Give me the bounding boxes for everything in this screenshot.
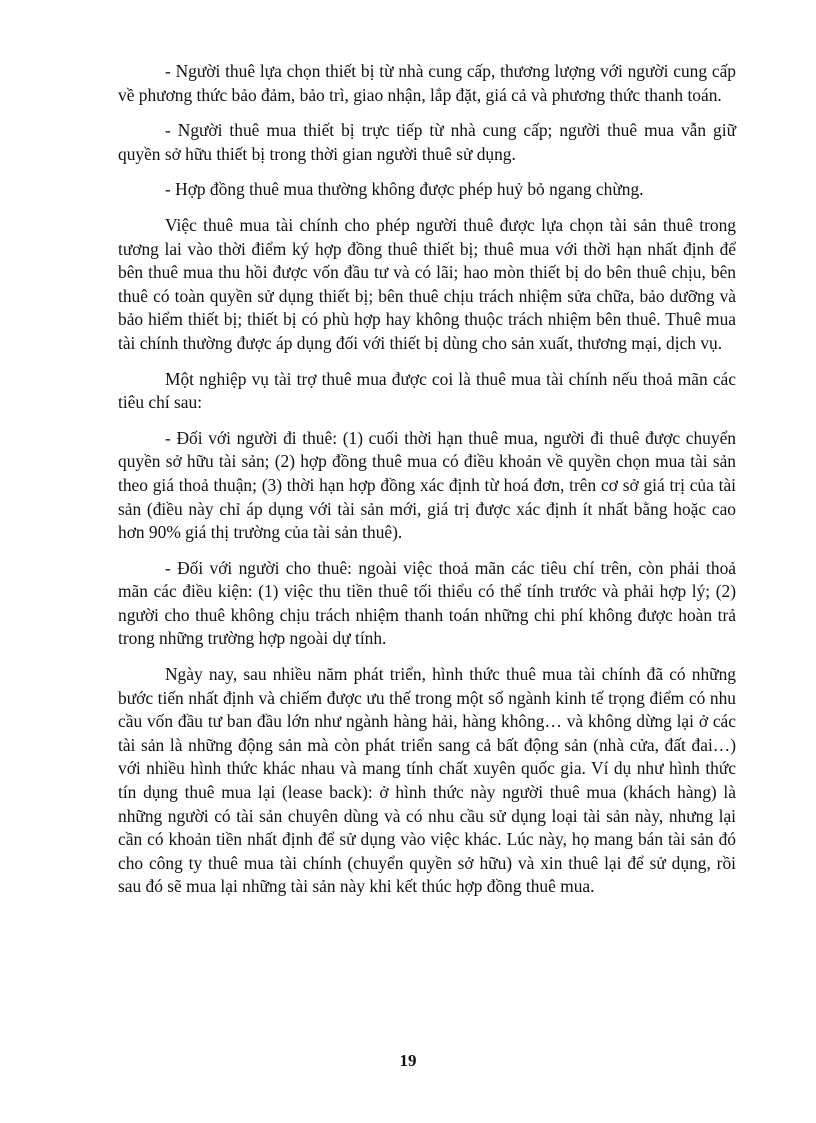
- paragraph-modern-development: Ngày nay, sau nhiều năm phát triển, hình thức thuê mua tài chính đã có những bước tiến nhất định và chiếm được ưu thế trong một số ngành kinh tế trọng điểm có nhu cầu vốn đầu tư ban đầu lớn như ngành hàng hải, hàng không… và không dừng lại ở các tài sản là những động sản mà còn phát triển sang cả bất động sản (nhà cửa, đất đai…) với nhiều hình thức khác nhau và mang tính chất xuyên quốc gia. Ví dụ như hình thức tín dụng thuê mua lại (lease back): ở hình thức này người thuê mua (khách hàng) là những người có tài sản chuyên dùng và có nhu cầu sử dụng loại tài sản này, nhưng lại cần có khoản tiền nhất định để sử dụng vào việc khác. Lúc này, họ mang bán tài sản đó cho công ty thuê mua tài chính (chuyển quyền sở hữu) và xin thuê lại để sử dụng, rồi sau đó sẽ mua lại những tài sản này khi kết thúc hợp đồng thuê mua.: [118, 664, 736, 897]
- page-number: 19: [399, 1051, 417, 1070]
- document-body: [118, 60, 736, 911]
- paragraph-financial-leasing-overview: Việc thuê mua tài chính cho phép người thuê được lựa chọn tài sản thuê trong tương lai vào thời điểm ký hợp đồng thuê thiết bị; thuê mua với thời hạn nhất định để bên thuê mua thu hồi được vốn đầu tư và có lãi; hao mòn thiết bị do bên thuê chịu, bên thuê có toàn quyền sử dụng thiết bị; bên thuê chịu trách nhiệm sửa chữa, bảo dưỡng và bảo hiểm thiết bị; thiết bị có phù hợp hay không thuộc trách nhiệm bên thuê. Thuê mua tài chính thường được áp dụng đối với thiết bị dùng cho sản xuất, thương mại, dịch vụ.: [118, 214, 736, 353]
- paragraph-criteria-lessor: - Đối với người cho thuê: ngoài việc thoả mãn các tiêu chí trên, còn phải thoả mãn các điều kiện: (1) việc thu tiền thuê tối thiểu có thể tính trước và phải hợp lý; (2) người cho thuê không chịu trách nhiệm thanh toán những chi phí không được hoàn trả trong những trường hợp ngoài dự tính.: [118, 557, 736, 649]
- paragraph-lessee-selects-equipment: - Người thuê lựa chọn thiết bị từ nhà cung cấp, thương lượng với người cung cấp về phương thức bảo đảm, bảo trì, giao nhận, lắp đặt, giá cả và phương thức thanh toán.: [118, 61, 736, 105]
- paragraph-criteria-lessee: - Đối với người đi thuê: (1) cuối thời hạn thuê mua, người đi thuê được chuyển quyền sở hữu tài sản; (2) hợp đồng thuê mua có điều khoản về quyền chọn mua tài sản theo giá thoả thuận; (3) thời hạn hợp đồng xác định từ hoá đơn, trên cơ sở giá trị của tài sản (điều này chỉ áp dụng với tài sản mới, giá trị được xác định ít nhất bằng hoặc cao hơn 90% giá thị trường của tài sản thuê).: [118, 427, 736, 543]
- paragraph-contract-not-cancellable: - Hợp đồng thuê mua thường không được phép huỷ bỏ ngang chừng.: [165, 179, 644, 200]
- paragraph-lessee-buys-equipment: - Người thuê mua thiết bị trực tiếp từ nhà cung cấp; người thuê mua vẫn giữ quyền sở hữu thiết bị trong thời gian người thuê sử dụng.: [118, 120, 736, 164]
- paragraph-criteria-intro: Một nghiệp vụ tài trợ thuê mua được coi là thuê mua tài chính nếu thoả mãn các tiêu chí sau:: [118, 368, 736, 413]
